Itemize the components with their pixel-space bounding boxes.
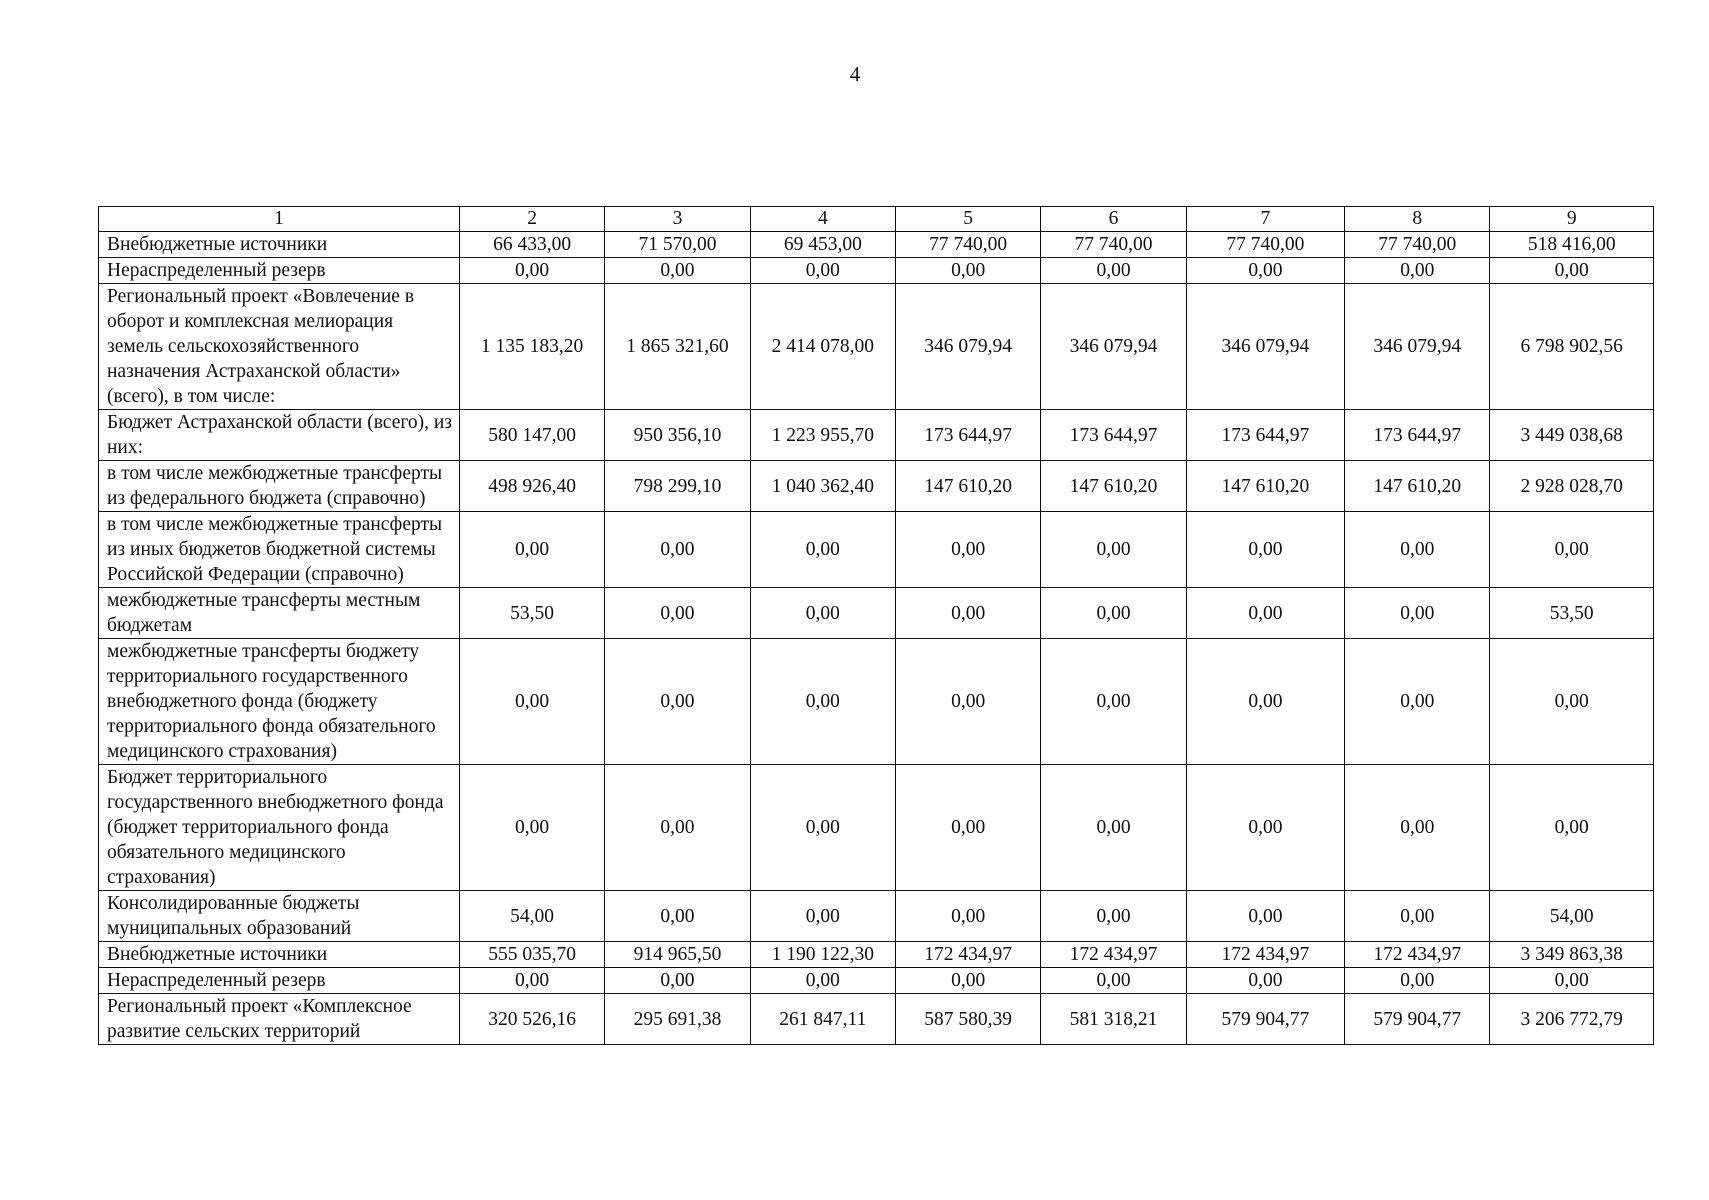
column-number-header: 1 (99, 207, 460, 232)
value-cell: 0,00 (1041, 968, 1186, 994)
row-label: Бюджет Астраханской области (всего), из них: (99, 410, 460, 461)
value-cell: 0,00 (605, 258, 750, 284)
value-cell: 69 453,00 (750, 232, 895, 258)
column-number-header: 9 (1490, 207, 1654, 232)
value-cell: 0,00 (1186, 891, 1344, 942)
value-cell: 0,00 (896, 968, 1041, 994)
value-cell: 579 904,77 (1345, 994, 1490, 1045)
value-cell: 172 434,97 (1041, 942, 1186, 968)
row-total-cell: 3 206 772,79 (1490, 994, 1654, 1045)
value-cell: 173 644,97 (1345, 410, 1490, 461)
value-cell: 1 040 362,40 (750, 461, 895, 512)
value-cell: 71 570,00 (605, 232, 750, 258)
value-cell: 0,00 (896, 891, 1041, 942)
value-cell: 147 610,20 (1186, 461, 1344, 512)
value-cell: 0,00 (1186, 639, 1344, 765)
value-cell: 54,00 (459, 891, 604, 942)
value-cell: 0,00 (750, 765, 895, 891)
value-cell: 1 135 183,20 (459, 284, 604, 410)
value-cell: 147 610,20 (1041, 461, 1186, 512)
value-cell: 0,00 (1345, 512, 1490, 588)
row-total-cell: 54,00 (1490, 891, 1654, 942)
value-cell: 0,00 (1041, 512, 1186, 588)
value-cell: 295 691,38 (605, 994, 750, 1045)
value-cell: 0,00 (1186, 765, 1344, 891)
value-cell: 0,00 (1041, 891, 1186, 942)
row-label: в том числе межбюджетные трансферты из федерального бюджета (справочно) (99, 461, 460, 512)
row-label: Внебюджетные источники (99, 232, 460, 258)
value-cell: 0,00 (605, 968, 750, 994)
value-cell: 173 644,97 (1186, 410, 1344, 461)
value-cell: 346 079,94 (1186, 284, 1344, 410)
value-cell: 261 847,11 (750, 994, 895, 1045)
value-cell: 0,00 (1041, 258, 1186, 284)
row-label: Региональный проект «Комплексное развитие сельских территорий (99, 994, 460, 1045)
table-row (99, 765, 1654, 891)
table-row (99, 461, 1654, 512)
value-cell: 0,00 (1186, 968, 1344, 994)
value-cell: 0,00 (459, 512, 604, 588)
value-cell: 1 223 955,70 (750, 410, 895, 461)
column-number-header: 8 (1345, 207, 1490, 232)
value-cell: 0,00 (459, 765, 604, 891)
value-cell: 555 035,70 (459, 942, 604, 968)
value-cell: 0,00 (750, 512, 895, 588)
table-row (99, 232, 1654, 258)
value-cell: 1 190 122,30 (750, 942, 895, 968)
value-cell: 147 610,20 (896, 461, 1041, 512)
value-cell: 147 610,20 (1345, 461, 1490, 512)
row-label: Нераспределенный резерв (99, 258, 460, 284)
value-cell: 0,00 (1186, 512, 1344, 588)
budget-table (98, 206, 1654, 1045)
value-cell: 0,00 (605, 639, 750, 765)
column-number-header: 7 (1186, 207, 1344, 232)
value-cell: 0,00 (1186, 588, 1344, 639)
value-cell: 0,00 (750, 258, 895, 284)
value-cell: 0,00 (1345, 588, 1490, 639)
table-row (99, 994, 1654, 1045)
value-cell: 0,00 (896, 588, 1041, 639)
value-cell: 580 147,00 (459, 410, 604, 461)
value-cell: 0,00 (1345, 258, 1490, 284)
value-cell: 320 526,16 (459, 994, 604, 1045)
table-row (99, 284, 1654, 410)
row-total-cell: 0,00 (1490, 765, 1654, 891)
table-row (99, 942, 1654, 968)
value-cell: 0,00 (750, 891, 895, 942)
value-cell: 0,00 (896, 639, 1041, 765)
value-cell: 0,00 (605, 891, 750, 942)
value-cell: 172 434,97 (1186, 942, 1344, 968)
row-total-cell: 0,00 (1490, 258, 1654, 284)
row-total-cell: 0,00 (1490, 639, 1654, 765)
value-cell: 0,00 (1186, 258, 1344, 284)
value-cell: 0,00 (1345, 968, 1490, 994)
value-cell: 0,00 (459, 968, 604, 994)
value-cell: 0,00 (459, 639, 604, 765)
page-number: 4 (849, 62, 861, 86)
value-cell: 498 926,40 (459, 461, 604, 512)
value-cell: 950 356,10 (605, 410, 750, 461)
value-cell: 53,50 (459, 588, 604, 639)
value-cell: 0,00 (1041, 765, 1186, 891)
row-label: Консолидированные бюджеты муниципальных образований (99, 891, 460, 942)
row-label: в том числе межбюджетные трансферты из иных бюджетов бюджетной системы Российской Федерации (справочно) (99, 512, 460, 588)
value-cell: 0,00 (605, 512, 750, 588)
table-row (99, 891, 1654, 942)
row-label: Нераспределенный резерв (99, 968, 460, 994)
row-label: межбюджетные трансферты местным бюджетам (99, 588, 460, 639)
row-label: Бюджет территориального государственного внебюджетного фонда (бюджет территориального фонда обязательного медицинского страхования) (99, 765, 460, 891)
value-cell: 579 904,77 (1186, 994, 1344, 1045)
table-row (99, 410, 1654, 461)
row-label: Региональный проект «Вовлечение в оборот и комплексная мелиорация земель сельскохозяйственного назначения Астраханской области» (всего), в том числе: (99, 284, 460, 410)
row-label: Внебюджетные источники (99, 942, 460, 968)
value-cell: 0,00 (896, 765, 1041, 891)
row-total-cell: 0,00 (1490, 512, 1654, 588)
table-row (99, 588, 1654, 639)
value-cell: 0,00 (750, 588, 895, 639)
value-cell: 0,00 (1041, 639, 1186, 765)
row-total-cell: 0,00 (1490, 968, 1654, 994)
row-total-cell: 3 349 863,38 (1490, 942, 1654, 968)
value-cell: 0,00 (605, 765, 750, 891)
table-header-row (99, 207, 1654, 232)
value-cell: 0,00 (750, 968, 895, 994)
column-number-header: 2 (459, 207, 604, 232)
value-cell: 0,00 (459, 258, 604, 284)
value-cell: 0,00 (605, 588, 750, 639)
value-cell: 0,00 (896, 258, 1041, 284)
value-cell: 1 865 321,60 (605, 284, 750, 410)
row-label: межбюджетные трансферты бюджету территориального государственного внебюджетного фонда (бюджету территориального фонда обязательного медицинского страхования) (99, 639, 460, 765)
value-cell: 587 580,39 (896, 994, 1041, 1045)
column-number-header: 3 (605, 207, 750, 232)
value-cell: 2 414 078,00 (750, 284, 895, 410)
row-total-cell: 6 798 902,56 (1490, 284, 1654, 410)
column-number-header: 5 (896, 207, 1041, 232)
table-row (99, 639, 1654, 765)
value-cell: 0,00 (896, 512, 1041, 588)
table-row (99, 258, 1654, 284)
value-cell: 77 740,00 (896, 232, 1041, 258)
value-cell: 798 299,10 (605, 461, 750, 512)
value-cell: 0,00 (1345, 765, 1490, 891)
value-cell: 77 740,00 (1186, 232, 1344, 258)
column-number-header: 4 (750, 207, 895, 232)
value-cell: 914 965,50 (605, 942, 750, 968)
value-cell: 0,00 (1041, 588, 1186, 639)
row-total-cell: 53,50 (1490, 588, 1654, 639)
value-cell: 172 434,97 (1345, 942, 1490, 968)
row-total-cell: 518 416,00 (1490, 232, 1654, 258)
table-row (99, 968, 1654, 994)
budget-table-body (99, 207, 1654, 1045)
value-cell: 346 079,94 (1345, 284, 1490, 410)
value-cell: 172 434,97 (896, 942, 1041, 968)
value-cell: 581 318,21 (1041, 994, 1186, 1045)
value-cell: 77 740,00 (1041, 232, 1186, 258)
value-cell: 346 079,94 (1041, 284, 1186, 410)
table-row (99, 512, 1654, 588)
column-number-header: 6 (1041, 207, 1186, 232)
value-cell: 173 644,97 (1041, 410, 1186, 461)
row-total-cell: 2 928 028,70 (1490, 461, 1654, 512)
value-cell: 0,00 (1345, 639, 1490, 765)
row-total-cell: 3 449 038,68 (1490, 410, 1654, 461)
value-cell: 66 433,00 (459, 232, 604, 258)
value-cell: 0,00 (750, 639, 895, 765)
value-cell: 346 079,94 (896, 284, 1041, 410)
value-cell: 77 740,00 (1345, 232, 1490, 258)
value-cell: 0,00 (1345, 891, 1490, 942)
value-cell: 173 644,97 (896, 410, 1041, 461)
